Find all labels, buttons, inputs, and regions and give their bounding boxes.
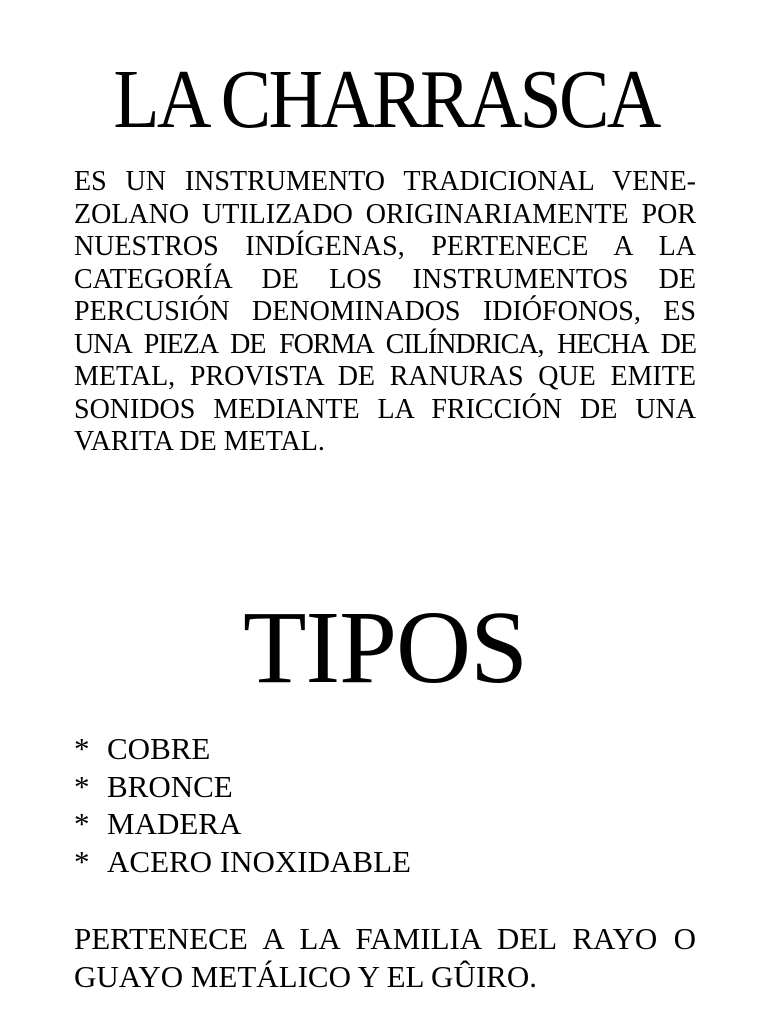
intro-paragraph: [74, 166, 696, 459]
intro-line: METAL, PROVISTA DE RANURAS QUE EMITE: [74, 361, 696, 392]
bullet-marker: *: [74, 768, 90, 804]
intro-line: ZOLANO UTILIZADO ORIGINARIAMENTE POR: [74, 198, 696, 230]
intro-line: VARITA DE METAL.: [74, 426, 325, 457]
footer-line: GUAYO METÁLICO Y EL GÛIRO.: [74, 958, 537, 994]
list-item-label: MADERA: [107, 806, 242, 841]
intro-line: SONIDOS MEDIANTE LA FRICCIÓN DE UNA: [74, 393, 696, 425]
intro-line: UNA PIEZA DE FORMA CILÍNDRICA, HECHA DE: [74, 328, 696, 360]
list-item-label: BRONCE: [107, 768, 233, 804]
list-item-label: ACERO INOXIDABLE: [107, 843, 411, 879]
section-heading-tipos: TIPOS: [243, 590, 527, 705]
bullet-marker: *: [74, 806, 90, 841]
list-item-label: COBRE: [107, 731, 211, 766]
list-item: [74, 730, 696, 768]
intro-line: NUESTROS INDÍGENAS, PERTENECE A LA: [74, 231, 696, 262]
intro-line: PERCUSIÓN DENOMINADOS IDIÓFONOS, ES: [74, 296, 696, 327]
intro-line: CATEGORÍA DE LOS INSTRUMENTOS DE: [74, 263, 696, 295]
types-list: [74, 730, 696, 880]
list-item: [74, 805, 696, 843]
page-title: LA CHARRASCA: [113, 53, 659, 146]
bullet-marker: *: [74, 731, 90, 766]
bullet-marker: *: [74, 843, 90, 879]
list-item: [74, 768, 696, 806]
footer-paragraph: [74, 920, 696, 995]
footer-line: PERTENECE A LA FAMILIA DEL RAYO O: [74, 921, 696, 956]
intro-line: ES UN INSTRUMENTO TRADICIONAL VENE-: [74, 166, 696, 197]
list-item: [74, 843, 696, 881]
